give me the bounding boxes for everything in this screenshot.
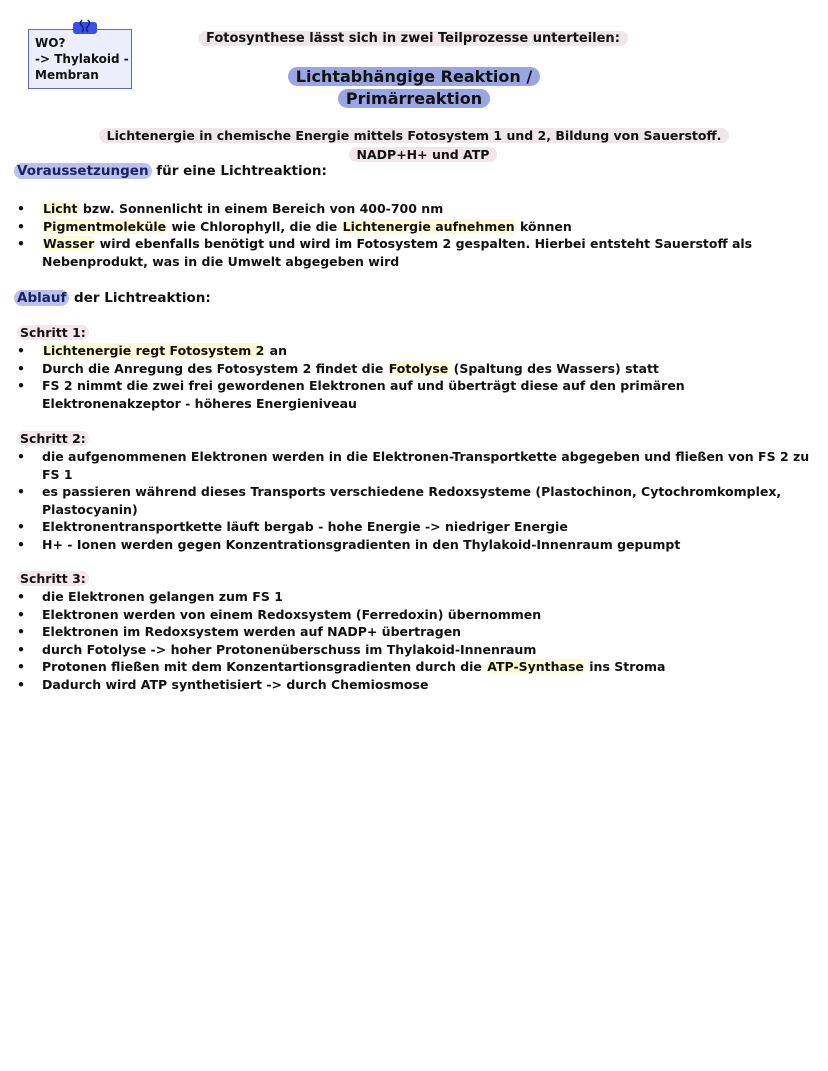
ablauf-heading [17,290,211,306]
schritt-3-list [17,588,817,694]
list-item [17,360,817,378]
note-line: -> Thylakoid - [35,52,129,66]
highlight: Fotolyse [388,360,449,376]
list-item [17,235,817,270]
schritt-1-list [17,342,817,412]
highlight: Lichtenergie aufnehmen [342,218,515,234]
list-item [17,377,817,412]
item-text: bzw. Sonnenlicht in einem Bereich von 400-700 nm [78,201,444,216]
item-text: wie Chlorophyll, die die [167,218,342,234]
list-item [17,448,817,483]
bullet-icon: • [17,378,25,394]
item-text: durch Fotolyse -> hoher Protonenüberschuss im Thylakoid-Innenraum [42,641,537,657]
bullet-icon: • [17,236,25,252]
highlight: ATP-Synthase [487,659,584,675]
bullet-icon: • [17,343,25,358]
schritt-3-label [17,571,89,586]
bullet-icon: • [17,606,25,622]
list-item [17,536,817,554]
list-item [17,483,817,518]
voraussetzungen-list [17,200,817,270]
schritt-2-label [17,431,89,446]
list-item [17,588,817,606]
item-text: Protonen fließen mit dem Konzentartionsgradienten durch die [42,659,487,675]
bullet-icon: • [17,484,25,500]
item-text: können [515,218,572,234]
step-label-text: Schritt 3: [17,571,89,586]
list-item [17,676,817,694]
item-text: es passieren während dieses Transports verschiedene Redoxsysteme (Plastochinon, Cytochromkomplex, Plastocyanin) [42,484,782,517]
heading-rest: für eine Lichtreaktion: [151,163,327,179]
list-item [17,641,817,659]
list-item [17,342,817,360]
item-text: Durch die Anregung des Fotosystem 2 findet die [42,360,388,376]
item-text: die Elektronen gelangen zum FS 1 [42,589,283,604]
note-line: Membran [35,68,99,82]
item-text: Dadurch wird ATP synthetisiert -> durch Chemiosmose [42,676,429,692]
item-text: an [265,343,287,358]
heading-highlight: Voraussetzungen [14,163,152,179]
item-text: die aufgenommenen Elektronen werden in die Elektronen-Transportkette abgegeben und fließen von FS 2 zu FS 1 [42,449,810,482]
bullet-icon: • [17,641,25,657]
item-text: (Spaltung des Wassers) statt [449,360,659,376]
bullet-icon: • [17,519,25,535]
description-continued [0,145,828,164]
heading-rest: der Lichtreaktion: [69,290,211,306]
list-item [17,200,817,218]
item-text: H+ - Ionen werden gegen Konzentrationsgradienten in den Thylakoid-Innenraum gepumpt [42,536,681,552]
item-text: wird ebenfalls benötigt und wird im Fotosystem 2 gespalten. Hierbei entsteht Sauerstoff als Nebenprodukt, was in die Umwelt abgegeben wird [42,236,753,269]
description [0,126,828,145]
heading-highlight: Ablauf [14,290,69,306]
step-label-text: Schritt 2: [17,431,89,446]
bullet-icon: • [17,536,25,552]
section-title [0,66,828,88]
list-item [17,658,817,676]
schritt-1-label [17,325,89,340]
clip-icon [73,22,97,34]
list-item [17,606,817,624]
item-text: ins Stroma [584,659,666,675]
bullet-icon: • [17,449,25,464]
description-line-2: NADP+H+ und ATP [349,147,498,162]
title-line-1: Lichtabhängige Reaktion / [288,67,540,86]
bullet-icon: • [17,659,25,675]
note-line: WO? [35,36,66,50]
list-item [17,518,817,536]
voraussetzungen-heading [17,163,327,179]
bullet-icon: • [17,676,25,692]
highlight: Wasser [43,236,95,252]
item-text: FS 2 nimmt die zwei frei gewordenen Elektronen auf und überträgt diese auf den primären Elektronenakzeptor - höheres Energieniveau [42,378,685,411]
item-text: Elektronen im Redoxsystem werden auf NADP+ übertragen [42,624,462,640]
bullet-icon: • [17,360,25,376]
list-item [17,623,817,641]
highlight: Lichtenergie regt Fotosystem 2 [43,343,265,358]
list-item [17,218,817,236]
bullet-icon: • [17,624,25,640]
highlight: Pigmentmoleküle [43,218,167,234]
schritt-2-list [17,448,817,554]
bullet-icon: • [17,589,25,604]
section-title-continued [0,88,828,110]
item-text: Elektronentransportkette läuft bergab - hohe Energie -> niedriger Energie [42,519,568,535]
title-line-2: Primärreaktion [338,89,490,108]
bullet-icon: • [17,218,25,234]
bullet-icon: • [17,201,25,216]
intro-text: Fotosynthese lässt sich in zwei Teilprozesse unterteilen: [198,31,628,46]
step-label-text: Schritt 1: [17,325,89,340]
description-line-1: Lichtenergie in chemische Energie mittels Fotosystem 1 und 2, Bildung von Sauerstoff. [99,128,730,143]
highlight: Licht [43,201,78,216]
item-text: Elektronen werden von einem Redoxsystem (Ferredoxin) übernommen [42,606,542,622]
